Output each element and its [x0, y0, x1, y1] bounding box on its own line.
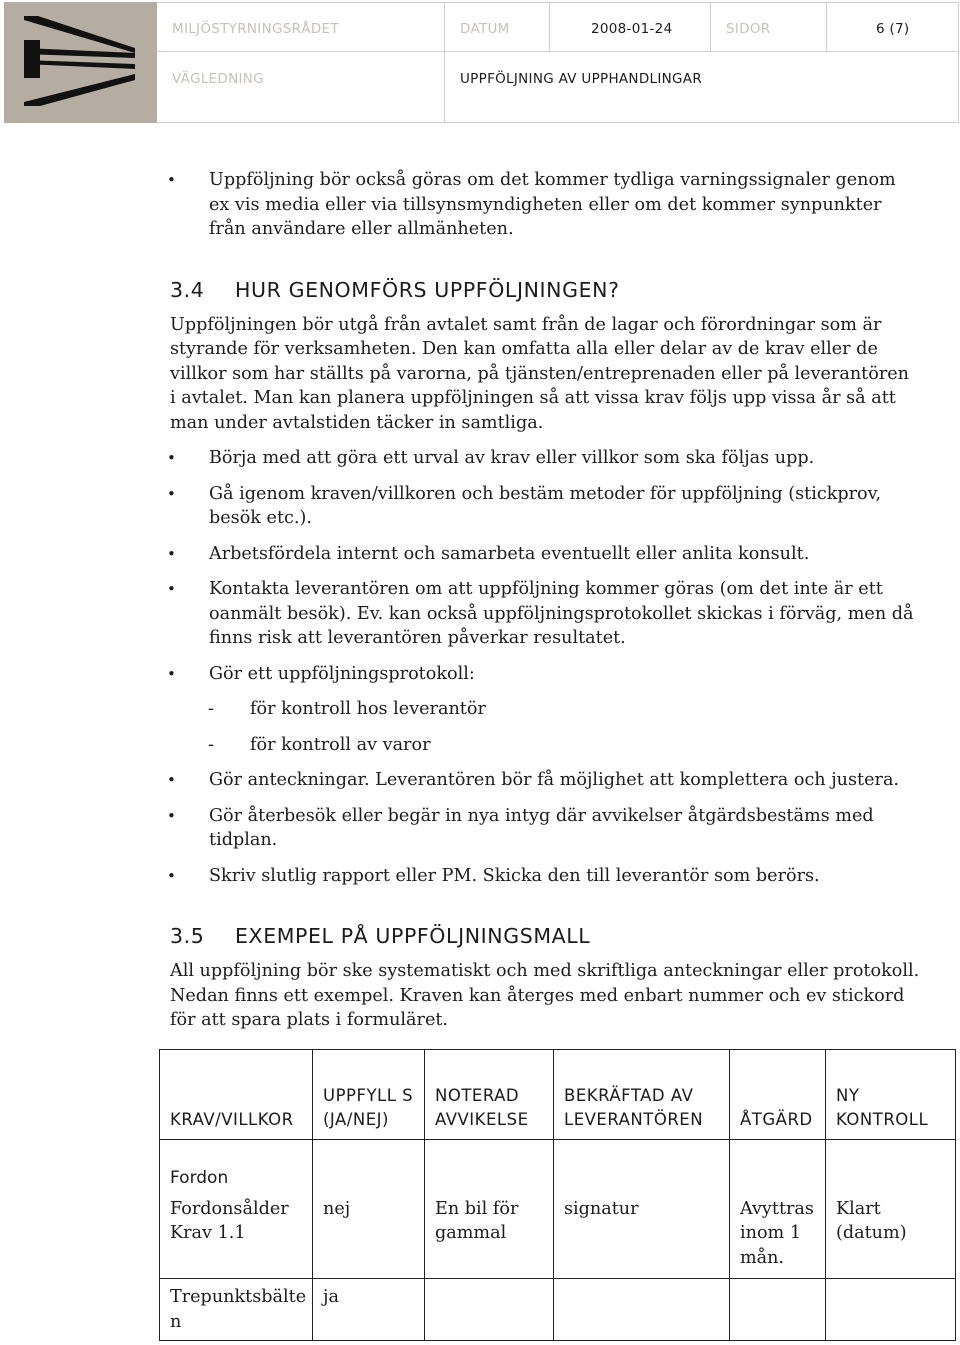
table-cell: Avyttras inom 1 mån. [730, 1195, 826, 1279]
section-3-4-bullet-list [167, 446, 920, 686]
list-item: • Gör ett uppföljningsprotokoll: [170, 662, 920, 687]
table-cell [425, 1140, 554, 1195]
pages-value: 6 (7) [876, 21, 910, 37]
table-cell [313, 1140, 425, 1195]
table-row [160, 1279, 956, 1341]
bullet-icon: • [167, 806, 176, 825]
intro-bullet-list [167, 168, 920, 242]
list-item: • Arbetsfördela internt och samarbeta eventuellt eller anlita konsult. [170, 542, 920, 567]
table-header-row [160, 1050, 956, 1140]
bullet-icon: • [167, 449, 176, 467]
table-group-row [160, 1140, 956, 1195]
sub-list-item: - för kontroll av varor [170, 733, 920, 758]
column-header: BEKRÄFTAD AV LEVERANTÖREN [554, 1050, 730, 1140]
section-3-5-paragraph: All uppföljning bör ske systematiskt och med skriftliga anteckningar eller protokoll. Nedan finns ett exempel. Kraven kan återges med enbart nummer och ev stickord för att spara plats i formuläret. [170, 961, 920, 1030]
table-cell: Fordonsålder Krav 1.1 [160, 1195, 313, 1279]
list-item: • Gå igenom kraven/villkoren och bestäm metoder för uppföljning (stickprov, besök etc.). [167, 483, 882, 528]
table-cell [554, 1140, 730, 1195]
table-cell: ja [313, 1279, 425, 1341]
section-heading-3-5: 3.5 EXEMPEL PÅ UPPFÖLJNINGSMALL [170, 924, 591, 948]
header-divider [444, 2, 445, 123]
table-cell: Klart (datum) [826, 1195, 956, 1279]
header-divider [157, 51, 957, 52]
table-cell [826, 1279, 956, 1341]
header-divider [826, 2, 827, 51]
dash-icon: - [208, 699, 214, 719]
table-cell [730, 1140, 826, 1195]
bullet-icon: • [167, 580, 176, 598]
column-header: NOTERAD AVVIKELSE [425, 1050, 554, 1140]
section-3-4-paragraph: Uppföljningen bör utgå från avtalet samt från de lagar och förordningar som är styrande för verksamheten. Den kan omfatta alla eller delar av de krav eller de villkor som har ställts på varorna, på tjänsten/entreprenaden eller på leverantören i avtalet. Man kan planera uppföljningen så att vissa krav följs upp vissa år så att man under avtalstiden täcker in samtliga. [170, 314, 909, 433]
section-heading-3-4: 3.4 HUR GENOMFÖRS UPPFÖLJNINGEN? [170, 277, 620, 302]
bullet-icon: • [167, 544, 176, 563]
table-cell: Trepunktsbälte n [160, 1279, 313, 1341]
date-value: 2008-01-24 [591, 21, 673, 37]
table-cell [554, 1279, 730, 1341]
date-label: DATUM [460, 21, 510, 37]
bullet-icon: • [167, 171, 176, 189]
follow-up-template-table [159, 1049, 956, 1341]
table-cell: nej [313, 1195, 425, 1279]
doc-title: UPPFÖLJNING AV UPPHANDLINGAR [460, 71, 703, 87]
header-grid [157, 2, 959, 123]
list-item: • Gör återbesök eller begär in nya intyg där avvikelser åtgärdsbestäms med tidplan. [167, 805, 874, 850]
group-label: Fordon [160, 1140, 313, 1195]
bullet-icon: • [167, 771, 176, 789]
column-header: NY KONTROLL [826, 1050, 956, 1140]
logo [4, 2, 157, 123]
bullet-icon: • [167, 484, 176, 503]
table-cell [425, 1279, 554, 1341]
header-divider [549, 2, 550, 51]
list-item: • Uppföljning bör också göras om det kommer tydliga varningssignaler genom ex vis media eller via tillsynsmyndigheten eller om det kommer synpunkter från användare eller allmänheten. [167, 170, 896, 239]
table-cell: En bil för gammal [425, 1195, 554, 1279]
table-cell [826, 1140, 956, 1195]
org-label: MILJÖSTYRNINGSRÅDET [172, 21, 339, 37]
list-item: • Gör anteckningar. Leverantören bör få möjlighet att komplettera och justera. [170, 768, 920, 793]
doctype-label: VÄGLEDNING [172, 71, 264, 87]
column-header: UPPFYLL S (JA/NEJ) [313, 1050, 425, 1140]
sub-list-item: - för kontroll hos leverantör [170, 697, 920, 722]
bullet-icon: • [167, 664, 176, 683]
column-header: ÅTGÄRD [730, 1050, 826, 1140]
list-item: • Kontakta leverantören om att uppföljning kommer göras (om det inte är ett oanmält besök). Ev. kan också uppföljningsprotokollet skickas i förväg, men då finns risk att leverantören påverkar resultatet. [167, 579, 914, 648]
document-body [167, 168, 920, 1033]
section-3-4-bullet-list-continued [167, 768, 920, 888]
list-item: • Börja med att göra ett urval av krav eller villkor som ska följas upp. [170, 446, 920, 471]
bullet-icon: • [167, 866, 176, 885]
list-item: • Skriv slutlig rapport eller PM. Skicka den till leverantör som berörs. [170, 864, 920, 889]
dash-icon: - [208, 734, 214, 755]
logo-mark-icon [4, 2, 157, 123]
table-row [160, 1195, 956, 1279]
pages-label: SIDOR [726, 21, 771, 37]
table-cell: signatur [554, 1195, 730, 1279]
header-divider [710, 2, 711, 51]
table-cell [730, 1279, 826, 1341]
column-header: KRAV/VILLKOR [160, 1050, 313, 1140]
